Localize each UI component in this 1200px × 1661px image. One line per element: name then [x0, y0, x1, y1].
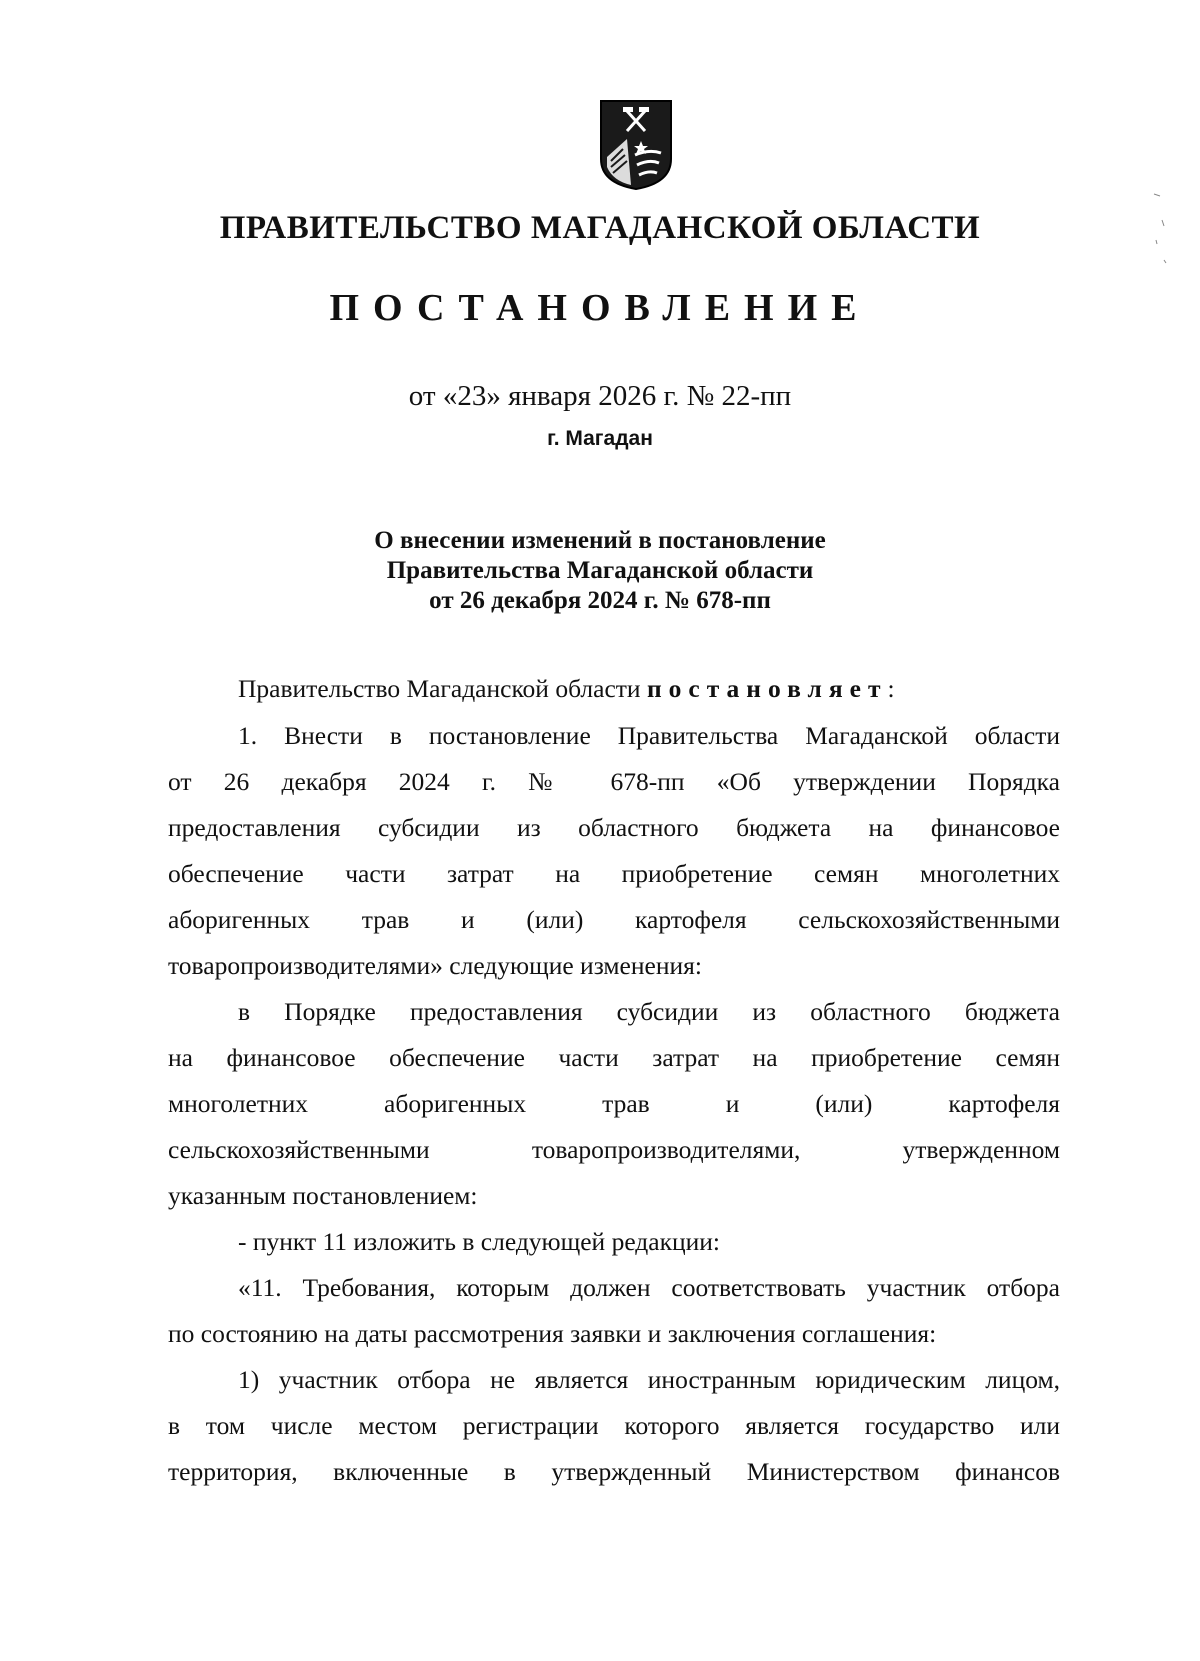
scan-artifact	[1150, 190, 1170, 270]
body-line: от 26 декабря 2024 г. № 678-пп «Об утверждении Порядка	[168, 767, 1060, 796]
body-line: предоставления субсидии из областного бюджета на финансовое	[168, 813, 1060, 842]
body-line: 1) участник отбора не является иностранным юридическим лицом,	[238, 1365, 1060, 1394]
body-line: указанным постановлением:	[168, 1181, 478, 1210]
decree-word: постановляет	[646, 674, 888, 703]
subject-line: О внесении изменений в постановление	[374, 527, 826, 554]
body-line: аборигенных трав и (или) картофеля сельскохозяйственными	[168, 905, 1060, 934]
document-type-title: ПОСТАНОВЛЕНИЕ	[329, 287, 871, 329]
body-line: сельскохозяйственными товаропроизводителями, утвержденном	[168, 1135, 1060, 1164]
body-line: - пункт 11 изложить в следующей редакции:	[238, 1227, 721, 1256]
body-line: 1. Внести в постановление Правительства Магаданской области	[238, 721, 1060, 750]
intro-paragraph	[238, 673, 1060, 705]
intro-text: Правительство Магаданской области	[238, 674, 647, 703]
body-line: на финансовое обеспечение части затрат на приобретение семян	[168, 1043, 1060, 1072]
subject-heading	[0, 526, 1200, 616]
body-line: в том числе местом регистрации которого является государство или	[168, 1411, 1060, 1440]
subject-line: от 26 декабря 2024 г. № 678-пп	[429, 587, 771, 614]
body-line: в Порядке предоставления субсидии из областного бюджета	[238, 997, 1060, 1026]
body-line: по состоянию на даты рассмотрения заявки и заключения соглашения:	[168, 1319, 937, 1348]
government-title: ПРАВИТЕЛЬСТВО МАГАДАНСКОЙ ОБЛАСТИ	[219, 210, 981, 246]
city-line: г. Магадан	[547, 427, 653, 450]
body-line: обеспечение части затрат на приобретение семян многолетних	[168, 859, 1060, 888]
coat-of-arms-emblem	[597, 97, 675, 191]
date-number-line: от «23» января 2026 г. № 22-пп	[408, 380, 792, 412]
subject-line: Правительства Магаданской области	[386, 557, 814, 584]
intro-end: :	[887, 674, 895, 703]
body-line: территория, включенные в утвержденный Министерством финансов	[168, 1457, 1060, 1486]
body-line: товаропроизводителями» следующие изменения:	[168, 951, 702, 980]
body-line: многолетних аборигенных трав и (или) картофеля	[168, 1089, 1060, 1118]
body-line: «11. Требования, которым должен соответствовать участник отбора	[238, 1273, 1060, 1302]
